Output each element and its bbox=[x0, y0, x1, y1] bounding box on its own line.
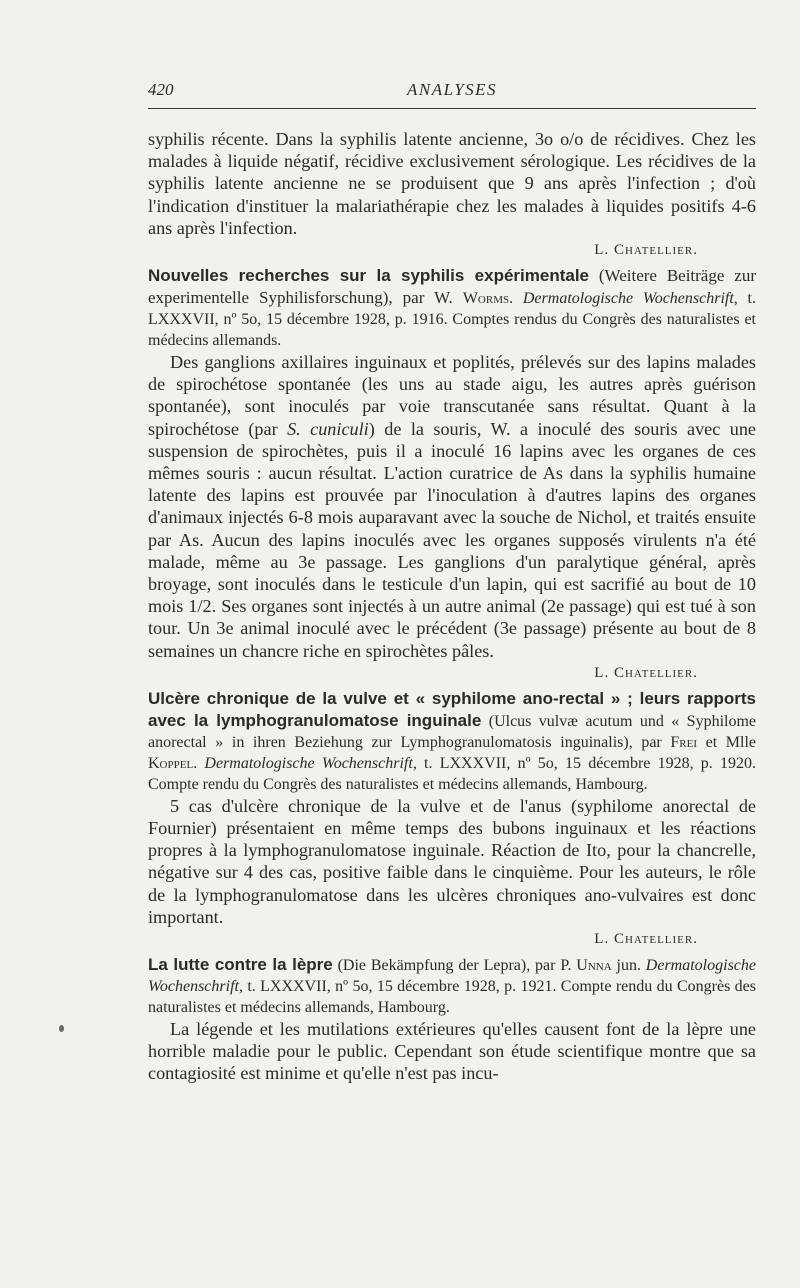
species-name: S. cuniculi bbox=[287, 418, 369, 439]
abstract-entry bbox=[148, 265, 756, 684]
page-number: 420 bbox=[148, 80, 174, 99]
intro-signature: L. Chatellier. bbox=[594, 242, 698, 259]
entry-body: Des ganglions axillaires inguinaux et poplités, prélevés sur des lapins malades de spirochétose spontanée (les uns au stade aigu, les autres après guérison spontanée), sont inoculés par voie transcutanée sans résultat. Quant à la spirochétose (par S. cuniculi) de la souris, W. a inoculé des souris avec une suspension de spirochètes, puis il a inoculé 16 lapins avec les organes de ces mêmes souris : aucun résultat. L'action curatrice de As dans la syphilis humaine latente des lapins est prouvée par l'inoculation à d'autres lapins des organes d'animaux injectés 6-8 mois auparavant avec la souche de Nichol, et traités ensuite par As. Aucun des lapins inoculés avec les organes supposés virulents n'a été malade, même au 3e passage. Les ganglions d'un paralytique général, après broyage, sont inoculés dans le testicule d'un lapin, qui est sacrifié au bout de 10 mois 1/2. Ses organes sont injectés à un autre animal (2e passage) qui est tué à son tour. Un 3e animal inoculé avec le précédent (3e passage) présente au bout de 8 semaines un chancre riche en spirochètes pâles. bbox=[148, 352, 756, 661]
margin-speck bbox=[59, 1025, 64, 1032]
entry-author: Unna bbox=[576, 957, 612, 975]
page-header bbox=[148, 78, 756, 109]
running-title: ANALYSES bbox=[406, 80, 498, 99]
entry-heading: Nouvelles recherches sur la syphilis expérimentale (Weitere Beiträge zur experimentelle Syphilisforschung), par W. Worms. Dermatologische Wochenschrift, t. LXXXVII, nº 5o, 15 décembre 1928, p. 1916. Comptes rendus du Congrès des naturalistes et médecins allemands. bbox=[148, 266, 757, 350]
abstract-entry bbox=[148, 688, 756, 950]
entry-signature: L. Chatellier. bbox=[594, 664, 698, 681]
entry-body: La légende et les mutilations extérieures qu'elles causent font de la lèpre une horrible maladie pour le public. Cependant son étude scientifique montre que sa contagiosité est minime et qu'elle n'est pas incu- bbox=[148, 1019, 756, 1084]
abstract-entry bbox=[148, 954, 756, 1085]
entry-journal: Dermatologische Wochenschrift bbox=[148, 957, 756, 996]
entry-author: Frei bbox=[670, 733, 697, 751]
entry-author-2: Koppel bbox=[148, 754, 194, 772]
entry-title: Nouvelles recherches sur la syphilis expérimentale bbox=[148, 266, 589, 286]
entry-body: 5 cas d'ulcère chronique de la vulve et de l'anus (syphilome anorectal de Fournier) présentaient en même temps des bubons inguinaux et les réactions propres à la lymphogranulomatose inguinale. Réaction de Ito, pour la chancrelle, négative sur 4 des cas, positive faible dans le cinquième. Pour les auteurs, le rôle de la lymphogranulomatose dans les ulcères chroniques ano-vulvaires est donc important. bbox=[148, 795, 756, 927]
intro-paragraph: syphilis récente. Dans la syphilis latente ancienne, 3o o/o de récidives. Chez les malades à liquide négatif, récidive exclusivement sérologique. Les récidives de la syphilis latente ancienne ne se produisent que 9 ans après l'infection ; d'où l'indication d'instituer la malariathérapie chez les malades à liquides positifs 4-6 ans après l'infection. bbox=[148, 129, 756, 238]
entry-title: La lutte contre la lèpre bbox=[148, 955, 333, 975]
entry-author: Worms bbox=[462, 290, 510, 308]
entry-heading: La lutte contre la lèpre (Die Bekämpfung der Lepra), par P. Unna jun. Dermatologische Wochenschrift, t. LXXXVII, nº 5o, 15 décembre 1928, p. 1921. Compte rendu du Congrès des naturalistes et médecins allemands, Hambourg. bbox=[148, 955, 756, 1017]
entry-journal: Dermatologische Wochenschrift bbox=[204, 754, 413, 772]
entry-heading: Ulcère chronique de la vulve et « syphilome ano-rectal » ; leurs rapports avec la lymphogranulomatose inguinale (Ulcus vulvæ acutum und « Syphilome anorectal » in ihren Beziehung zur Lymphogranulomatosis inguinalis), par Frei et Mlle Koppel. Dermatologische Wochenschrift, t. LXXXVII, nº 5o, 15 décembre 1928, p. 1920. Compte rendu du Congrès des naturalistes et médecins allemands, Hambourg. bbox=[148, 688, 757, 793]
page-body bbox=[148, 128, 756, 1085]
entry-title: Ulcère chronique de la vulve et « syphilome ano-rectal » ; leurs rapports avec la lymphogranulomatose inguinale bbox=[148, 688, 756, 730]
entry-journal: Dermatologische Wochenschrift bbox=[522, 290, 734, 308]
entry-signature: L. Chatellier. bbox=[594, 931, 698, 948]
